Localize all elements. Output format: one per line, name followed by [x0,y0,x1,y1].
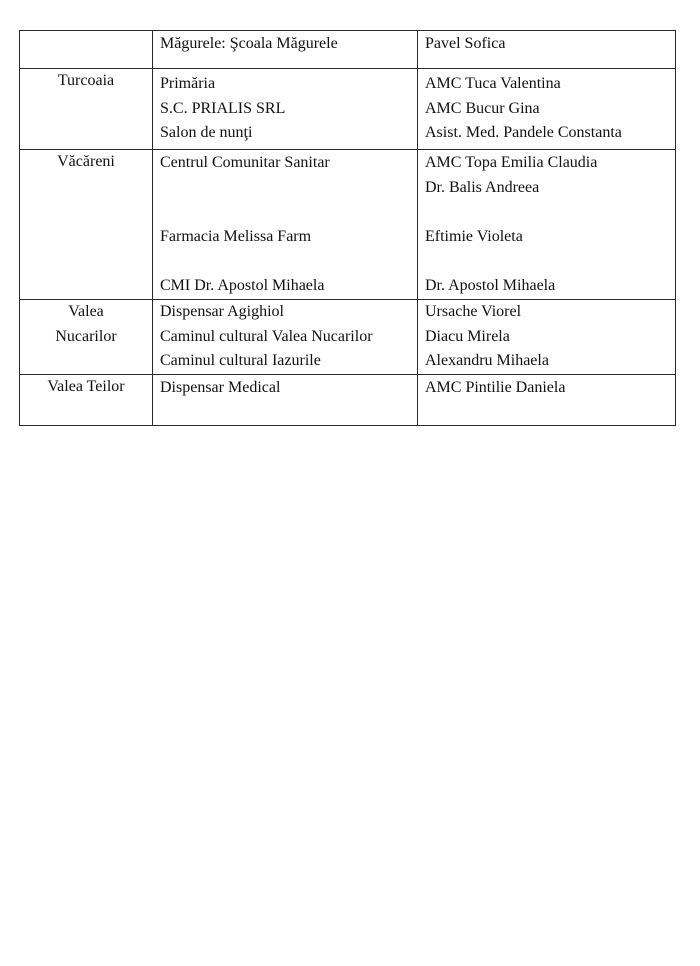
table-row [20,300,676,375]
institution-cell [153,31,418,69]
person-line: AMC Tuca Valentina [425,75,561,92]
institution-line: Caminul cultural Iazurile [160,352,321,369]
person-cell [418,31,676,69]
locality-cell [20,69,153,150]
institution-line: Salon de nunţi [160,124,253,141]
institution-cell [153,69,418,150]
institution-line: CMI Dr. Apostol Mihaela [160,276,325,294]
blank-line [425,249,675,274]
person-cell [418,150,676,300]
institution-cell [153,150,418,300]
locality-cell [20,150,153,300]
locality-name: Turcoaia [57,72,115,89]
institution-line: Farmacia Melissa Farm [160,227,312,245]
institution-line: Caminul cultural Valea Nucarilor [160,327,373,345]
institution-cell [153,300,418,375]
institution-line: Dispensar Agighiol [160,303,284,320]
institution-line: Dispensar Medical [160,379,281,396]
institution-line: S.C. PRIALIS SRL [160,99,286,117]
person-line: Dr. Balis Andreea [425,178,540,196]
locality-name: Văcăreni [57,153,115,170]
institution-line: Centrul Comunitar Sanitar [160,154,330,171]
person-line: Alexandru Mihaela [425,352,549,369]
institution-line: Primăria [160,75,216,92]
person-cell [418,375,676,426]
institution-cell [153,375,418,426]
person-line: Eftimie Violeta [425,227,523,245]
person-line: Asist. Med. Pandele Constanta [425,124,622,141]
person-line: AMC Topa Emilia Claudia [425,154,598,171]
person-line: AMC Bucur Gina [425,99,540,117]
person-line: Ursache Viorel [425,303,522,320]
locality-contacts-table [19,30,676,426]
blank-line [160,249,417,274]
blank-line [160,176,417,201]
locality-cell [20,300,153,375]
table-row [20,150,676,300]
locality-cell [20,375,153,426]
locality-name: Valea Teilor [47,378,125,395]
institution-line: Măgurele: Şcoala Măgurele [160,35,338,52]
person-cell [418,300,676,375]
locality-name: Nucarilor [55,327,117,345]
person-line: AMC Pintilie Daniela [425,379,566,396]
person-line: Pavel Sofica [425,35,506,52]
person-line: Diacu Mirela [425,327,510,345]
blank-line [160,200,417,225]
table-row [20,375,676,426]
person-line: Dr. Apostol Mihaela [425,276,556,294]
person-cell [418,69,676,150]
locality-name: Valea [68,303,104,320]
table-row [20,31,676,69]
table-row [20,69,676,150]
locality-cell [20,31,153,69]
blank-line [425,200,675,225]
